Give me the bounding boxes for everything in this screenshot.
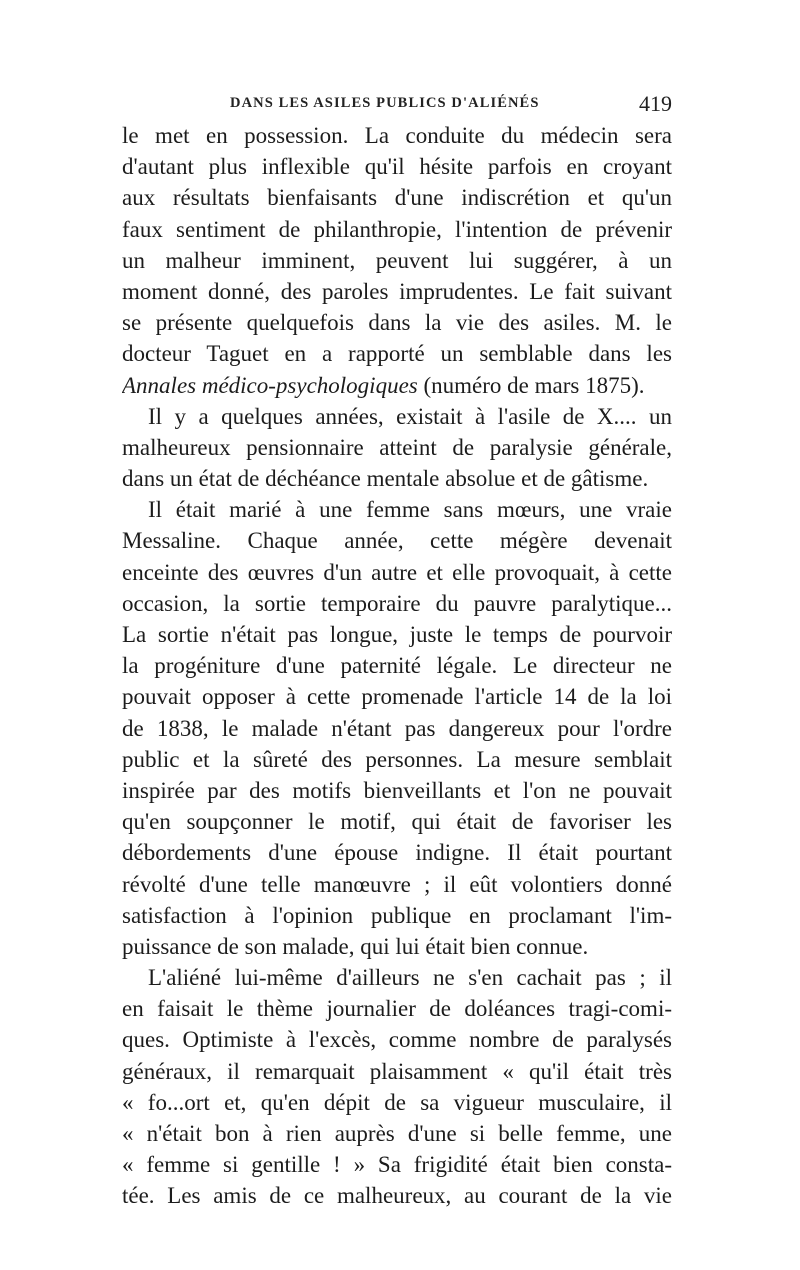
line-text: docteur Taguet en a rapporté un semblable dans les: [122, 341, 672, 367]
journal-title: Annales médico-psychologiques: [122, 372, 418, 398]
text-line: [122, 1118, 672, 1149]
line-text: Il y a quelques années, existait à l'asile de X.... un: [148, 403, 672, 429]
line-text: dans un état de déchéance mentale absolue et de gâtisme.: [122, 466, 649, 492]
text-line: [122, 1180, 672, 1211]
text-line: [122, 806, 672, 837]
line-text: faux sentiment de philanthropie, l'intention de prévenir: [122, 216, 672, 242]
text-line: [122, 182, 672, 213]
text-line: [122, 900, 672, 931]
text-line: [122, 869, 672, 900]
text-line: [122, 1056, 672, 1087]
text-line: [122, 713, 672, 744]
text-line: [122, 681, 672, 712]
line-text: La sortie n'était pas longue, juste le temps de pourvoir: [122, 622, 672, 647]
text-line: [122, 650, 672, 681]
line-text: inspirée par des motifs bienveillants et l'on ne pouvait: [122, 777, 672, 803]
line-text: un malheur imminent, peuvent lui suggérer, à un: [122, 247, 672, 273]
line-text: moment donné, des paroles imprudentes. Le fait suivant: [122, 278, 672, 304]
body-text: [122, 120, 672, 1212]
line-text: (numéro de mars 1875).: [417, 372, 645, 398]
line-text: puissance de son malade, qui lui était bien connue.: [122, 933, 589, 959]
line-text: Messaline. Chaque année, cette mégère devenait: [122, 528, 672, 554]
running-title: DANS LES ASILES PUBLICS D'ALIÉNÉS: [230, 95, 540, 111]
text-line: [122, 962, 672, 993]
text-line: [122, 494, 672, 525]
text-line: [122, 619, 672, 650]
line-text: se présente quelquefois dans la vie des asiles. M. le: [122, 310, 672, 336]
page-number: 419: [639, 91, 672, 116]
line-text: Il était marié à une femme sans mœurs, une vraie: [148, 497, 672, 523]
line-text: la progéniture d'une paternité légale. Le directeur ne: [122, 653, 672, 679]
text-line: [122, 744, 672, 775]
line-text: révolté d'une telle manœuvre ; il eût volontiers donné: [122, 871, 672, 897]
line-text: malheureux pensionnaire atteint de paralysie générale,: [122, 434, 672, 460]
text-line: [122, 276, 672, 307]
text-line: [122, 931, 672, 962]
text-line: [122, 307, 672, 338]
line-text: « femme si gentille ! » Sa frigidité était bien consta-: [122, 1152, 672, 1178]
text-line: [122, 151, 672, 182]
line-text: qu'en soupçonner le motif, qui était de favoriser les: [122, 809, 672, 835]
text-line: [122, 993, 672, 1024]
text-line: [122, 245, 672, 276]
text-line: [122, 120, 672, 151]
line-text: pouvait opposer à cette promenade l'article 14 de la loi: [122, 684, 672, 710]
line-text: satisfaction à l'opinion publique en proclamant l'im-: [122, 902, 672, 928]
line-text: d'autant plus inflexible qu'il hésite parfois en croyant: [122, 154, 672, 180]
text-line: [122, 214, 672, 245]
line-text: tée. Les amis de ce malheureux, au courant de la vie: [122, 1183, 672, 1209]
line-text: L'aliéné lui-même d'ailleurs ne s'en cachait pas ; il: [148, 965, 672, 991]
text-line: [122, 837, 672, 868]
line-text: de 1838, le malade n'étant pas dangereux pour l'ordre: [122, 715, 672, 741]
line-text: « n'était bon à rien auprès d'une si belle femme, une: [122, 1121, 672, 1146]
text-line: [122, 338, 672, 369]
text-line: [122, 1149, 672, 1180]
line-text: le met en possession. La conduite du médecin sera: [122, 123, 672, 148]
text-line: [122, 1024, 672, 1055]
line-text: « fo...ort et, qu'en dépit de sa vigueur musculaire, il: [122, 1089, 672, 1115]
text-line: [122, 432, 672, 463]
text-line: [122, 463, 672, 494]
line-text: généraux, il remarquait plaisamment « qu'il était très: [122, 1058, 672, 1084]
line-text: ques. Optimiste à l'excès, comme nombre de paralysés: [122, 1027, 672, 1053]
line-text: enceinte des œuvres d'un autre et elle provoquait, à cette: [122, 559, 672, 585]
text-line: [122, 401, 672, 432]
text-line: [122, 557, 672, 588]
text-line: [122, 1087, 672, 1118]
text-line: [122, 588, 672, 619]
text-line: [122, 370, 672, 401]
line-text: occasion, la sortie temporaire du pauvre paralytique...: [122, 590, 672, 616]
running-head: [122, 93, 672, 117]
line-text: débordements d'une épouse indigne. Il était pourtant: [122, 840, 672, 866]
line-text: en faisait le thème journalier de doléances tragi-comi-: [122, 996, 672, 1022]
text-line: [122, 775, 672, 806]
text-line: [122, 525, 672, 556]
line-text: public et la sûreté des personnes. La mesure semblait: [122, 746, 672, 772]
line-text: aux résultats bienfaisants d'une indiscrétion et qu'un: [122, 185, 672, 211]
